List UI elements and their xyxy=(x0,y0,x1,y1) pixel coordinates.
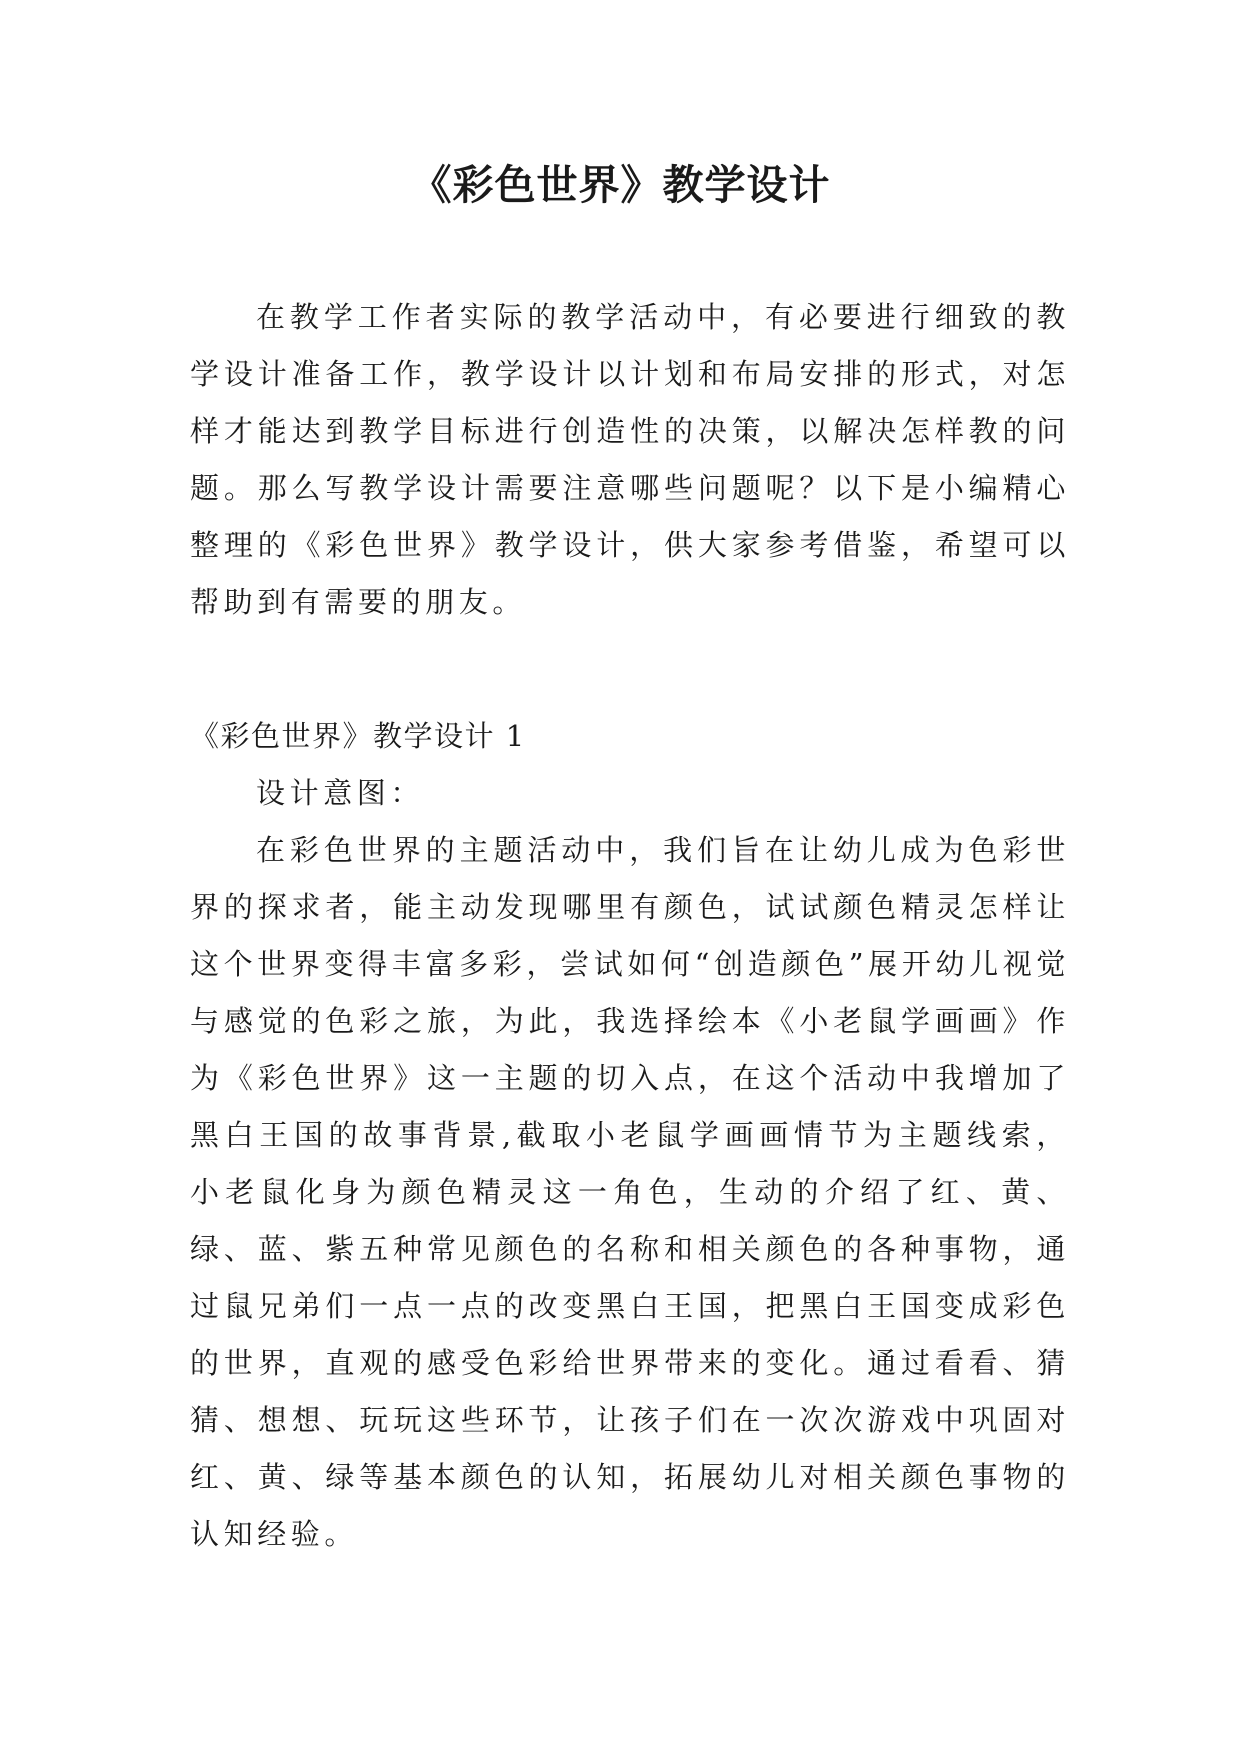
design-intent-label: 设计意图： xyxy=(256,776,425,810)
design-intent-paragraph: 在彩色世界的主题活动中，我们旨在让幼儿成为色彩世界的探求者，能主动发现哪里有颜色，试试颜色精灵怎样让这个世界变得丰富多彩，尝试如何“创造颜色”展开幼儿视觉与感觉的色彩之旅，为此，我选择绘本《小老鼠学画画》作为《彩色世界》这一主题的切入点，在这个活动中我增加了黑白王国的故事背景,截取小老鼠学画画情节为主题线索，小老鼠化身为颜色精灵这一角色，生动的介绍了红、黄、绿、蓝、紫五种常见颜色的名称和相关颜色的各种事物，通过鼠兄弟们一点一点的改变黑白王国，把黑白王国变成彩色的世界，直观的感受色彩给世界带来的变化。通过看看、猜猜、想想、玩玩这些环节，让孩子们在一次次游戏中巩固对红、黄、绿等基本颜色的认知，拓展幼儿对相关颜色事物的认知经验。 xyxy=(190,833,1070,1551)
document-title: 《彩色世界》教学设计 xyxy=(410,161,831,209)
intro-paragraph: 在教学工作者实际的教学活动中，有必要进行细致的教学设计准备工作，教学设计以计划和布局安排的形式，对怎样才能达到教学目标进行创造性的决策，以解决怎样教的问题。那么写教学设计需要注意哪些问题呢？以下是小编精心整理的《彩色世界》教学设计，供大家参考借鉴，希望可以帮助到有需要的朋友。 xyxy=(190,300,1070,619)
section-heading: 《彩色世界》教学设计 1 xyxy=(190,719,526,753)
